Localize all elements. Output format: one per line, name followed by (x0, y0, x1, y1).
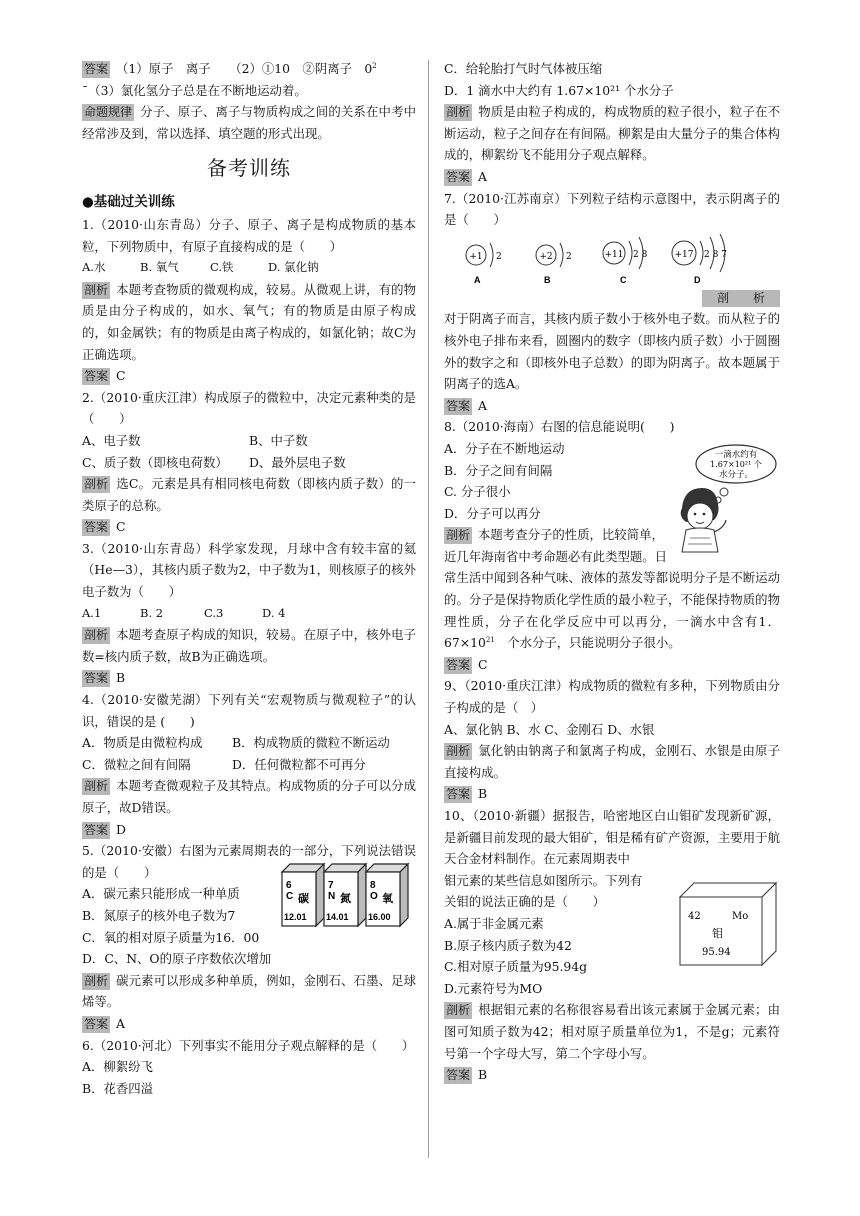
answer-tag: 答案 (84, 62, 109, 76)
answer-tag: 答案 (446, 169, 471, 184)
q8-stem: 8.（2010·海南）右图的信息能说明( ) (444, 419, 675, 435)
option: A．碳元素只能形成一种单质 (82, 886, 240, 902)
cell-number: 8 (370, 880, 376, 892)
q8-analysis-l1: 剖析 本题考查分子的性质，比较简单， (446, 527, 664, 543)
q7-answer: 答案 A (446, 397, 487, 413)
option: D、最外层电子数 (249, 454, 346, 470)
rule-tag: 命题规律 (84, 105, 133, 120)
answer-tag: 答案 (84, 671, 109, 686)
q7-analysis: 对于阴离子而言，其核内质子数小于核外电子数。而从粒子的核外电子排布来看，圆圈内的数字（即核内质子数）小于圆圈外的数字之和（即核外电子总数）的即为阴离子。故本题属于阴离子的选A。 (444, 311, 780, 392)
q5-answer: 答案 A (84, 1015, 125, 1031)
q7-analysis-tag-row (444, 287, 780, 309)
q1-answer: 答案 C (84, 368, 126, 384)
q2-options-row2 (82, 452, 416, 474)
element-name: 钼 (712, 927, 723, 940)
option: C.相对原子质量为95.94g (444, 959, 588, 975)
analysis-tag: 剖析 (446, 1003, 471, 1018)
cell-symbol: C (286, 891, 294, 903)
cell-name: 碳 (298, 892, 309, 906)
cell-number: 6 (286, 880, 292, 892)
analysis-tag: 剖析 (84, 973, 109, 988)
q8-answer: 答案 C (446, 656, 488, 672)
left-column (82, 58, 416, 1099)
q10-block (444, 805, 780, 999)
answer-tag: 答案 (84, 520, 109, 535)
option: A．柳絮纷飞 (82, 1059, 153, 1075)
option: C. 分子很小 (444, 484, 511, 500)
atom-letter: B (544, 274, 551, 285)
option: D. 氯化钠 (268, 260, 319, 275)
q8-analysis-l2: 近几年海南省中考命题必有此类型题。日 (444, 548, 668, 564)
option: B.原子核内质子数为42 (444, 937, 572, 953)
section-title: 备考训练 (207, 156, 291, 181)
q5-block (82, 840, 416, 970)
option: B．花香四溢 (82, 1080, 154, 1096)
option: B、中子数 (249, 432, 308, 448)
bubble-line: 水分子。 (718, 470, 754, 481)
analysis-tag: 剖 析 (702, 290, 780, 307)
shell-label: 2 8 7 (704, 249, 727, 260)
option: C、质子数（即核电荷数） (82, 454, 228, 470)
superscript: 2 (372, 61, 377, 70)
answer-tag: 答案 (446, 657, 471, 672)
element-number: 42 (688, 911, 701, 922)
option: B．氮原子的核外电子数为7 (82, 907, 236, 923)
rule-paragraph: 命题规律 分子、原子、离子与物质构成之间的关系在中考中经常涉及到，常以选择、填空题的形式出现。 (82, 104, 416, 141)
cell-number: 7 (328, 880, 334, 892)
q4-analysis: 剖析 本题考查微观粒子及其特点。构成物质的分子可以分成原子，故D错误。 (82, 778, 416, 815)
q2-answer: 答案 C (84, 519, 126, 535)
q10-analysis: 剖析 根据钼元素的名称很容易看出该元素属于金属元素；由图可知质子数为42；相对原子质量单位为1，不是g；元素符号第一个字母大写，第二个字母小写。 (444, 1002, 780, 1061)
option: D. 4 (262, 605, 286, 620)
atom-letter: C (620, 274, 627, 285)
atom-b (536, 243, 572, 285)
water-molecule-cartoon (676, 442, 780, 554)
option: B. 氧气 (140, 260, 179, 275)
atom-letter: D (694, 274, 701, 285)
subsection-title: ●基础过关训练 (82, 194, 175, 211)
q4-answer: 答案 D (84, 821, 126, 837)
option: D．任何微粒都不可再分 (232, 756, 366, 772)
q9-answer: 答案 B (446, 786, 488, 802)
answer-tag: 答案 (446, 398, 471, 413)
cell-name: 氧 (382, 892, 393, 906)
analysis-tag: 剖析 (446, 528, 471, 543)
bubble-line: 一滴水约有 (714, 450, 758, 461)
option: D．C、N、O的原子序数依次增加 (82, 951, 272, 967)
q9-stem: 9、（2010·重庆江津）构成物质的微粒有多种，下列物质由分子构成的是（ ） (444, 678, 780, 716)
q8-block (444, 416, 780, 567)
answer-tag: 答案 (446, 1068, 471, 1083)
nucleus-label: +17 (674, 249, 694, 260)
option: C．给轮胎打气时气体被压缩 (444, 61, 603, 76)
periodic-table-cells-figure (278, 858, 412, 928)
q5-analysis: 剖析 碳元素可以形成多种单质，例如，金刚石、石墨、足球烯等。 (82, 972, 416, 1010)
q2-stem: 2.（2010·重庆江津）构成原子的微粒中，决定元素种类的是（ ） (82, 389, 416, 427)
superscript: 21 (485, 636, 495, 645)
q1-options (82, 257, 416, 279)
answer-tag: 答案 (84, 369, 109, 384)
option: A.水 (82, 260, 106, 275)
q3-options (82, 603, 416, 625)
option: C.3 (204, 605, 224, 620)
cell-symbol: N (328, 891, 336, 903)
cell-mass: 16.00 (368, 912, 391, 923)
shell-label: 2 8 (633, 249, 648, 260)
molybdenum-element-box (676, 877, 780, 969)
option: B．构成物质的微粒不断运动 (232, 735, 390, 751)
option: A．分子在不断地运动 (444, 440, 565, 456)
q3-answer: 答案 B (84, 670, 126, 686)
q1-analysis: 剖析 本题考查物质的微观构成，较易。从微观上讲，有的物质是由分子构成的，如水、氧气；有的物质是由原子构成的，如金属铁；有的物质是由离子构成的，如氯化钠；故C为正确选项。 (82, 281, 416, 362)
top-answer: 答案 （1）原子 离子 （2）①10 ②阴离子 $0^2$ (84, 61, 377, 76)
top-answer-line2: ¯（3）氯化氢分子总是在不断地运动着。 (82, 82, 307, 98)
answer-tag: 答案 (84, 822, 109, 837)
atom-c (603, 237, 648, 285)
q4-stem: 4.（2010·安徽芜湖）下列有关“宏观物质与微观粒子”的认识，错误的是 ( ) (82, 692, 416, 729)
option: A.1 (82, 605, 102, 620)
element-symbol: Mo (732, 911, 749, 922)
option: A、电子数 (82, 432, 141, 448)
q6-answer: 答案 A (446, 168, 487, 184)
analysis-tag: 剖析 (84, 477, 109, 492)
option: A.属于非金属元素 (444, 915, 544, 931)
column-divider (428, 60, 429, 1158)
nucleus-label: +2 (539, 251, 553, 262)
element-mass: 95.94 (702, 947, 731, 958)
q9-options: A、氯化钠 B、水 C、金刚石 D、水银 (444, 721, 655, 737)
right-column (444, 58, 780, 1086)
q6-stem: 6.（2010·河北）下列事实不能用分子观点解释的是（ ） (82, 1037, 415, 1053)
analysis-tag: 剖析 (84, 628, 109, 643)
q9-analysis: 剖析 氯化钠由钠离子和氯离子构成，金刚石、水银是由原子直接构成。 (444, 743, 780, 780)
analysis-tag: 剖析 (446, 744, 471, 759)
q4-options-row2 (82, 754, 416, 776)
cell-symbol: O (370, 891, 378, 903)
q10-stem-l3: 关钼的说法正确的是（ ） (444, 894, 606, 910)
q3-stem: 3.（2010·山东青岛）科学家发现，月球中含有较丰富的氦（He—3），其核内质子数为2，中子数为1，则核原子的核外电子数为（ ） (82, 540, 416, 600)
option: A．物质是由微粒构成 (82, 735, 203, 751)
option: D．1 滴水中大约有 1.67×10²¹ 个水分子 (444, 82, 674, 98)
analysis-tag: 剖析 (84, 779, 109, 794)
cell-name: 氮 (340, 892, 351, 906)
cell-mass: 12.01 (284, 912, 307, 923)
cell-mass: 14.01 (326, 912, 349, 923)
option: C.铁 (210, 260, 234, 275)
nucleus-label: +11 (604, 249, 624, 260)
answer-tag: 答案 (84, 1016, 109, 1031)
q7-stem: 7.（2010·江苏南京）下列粒子结构示意图中，表示阴离子的是（ ） (444, 190, 780, 228)
option: D．分子可以再分 (444, 505, 541, 521)
q10-stem-l2: 钼元素的某些信息如图所示。下列有 (444, 872, 643, 888)
option: B. 2 (140, 605, 164, 620)
atom-structure-diagrams (462, 231, 762, 291)
q2-analysis: 剖析 选C。元素是具有相同核电荷数（即核内质子数）的一类原子的总称。 (82, 476, 416, 513)
q6-analysis: 剖析 物质是由粒子构成的，构成物质的粒子很小，粒子在不断运动，粒子之间存在有间隔。柳絮是由大量分子的集合体构成的，柳絮纷飞不能用分子观点解释。 (444, 104, 780, 163)
atom-d (672, 234, 727, 285)
option: D.元素符号为MO (444, 980, 543, 996)
atom-a (466, 243, 502, 285)
q8-analysis-rest: 常生活中闻到各种气味、液体的蒸发等都说明分子是不断运动的。分子是保持物质化学性质的最小粒子，不能保持物质的物理性质，分子在化学反应中可以再分，一滴水中含有1．$67\times 10^{21}$ 个水分子，只能说明分子很小。 (444, 570, 780, 651)
q1-stem: 1.（2010·山东青岛）分子、原子、离子是构成物质的基本粒，下列物质中，有原子直接构成的是（ ） (82, 216, 416, 254)
option: C．微粒之间有间隔 (82, 756, 191, 772)
q4-options-row1 (82, 732, 416, 754)
option: B．分子之间有间隔 (444, 462, 553, 478)
shell-label: 2 (496, 251, 502, 262)
q2-options-row1 (82, 430, 416, 452)
analysis-tag: 剖析 (446, 105, 471, 120)
answer-tag: 答案 (446, 787, 471, 802)
analysis-tag: 剖析 (84, 282, 109, 297)
q3-analysis: 剖析 本题考查原子构成的知识，较易。在原子中，核外电子数=核内质子数，故B为正确选项。 (82, 627, 416, 664)
nucleus-label: +1 (469, 251, 483, 262)
q5-stem: 5.（2010·安徽）右图为元素周期表的一部分，下列说法错误的是（ ） (82, 843, 416, 880)
bubble-line: 1.67×10²¹ 个 (710, 460, 762, 470)
atom-letter: A (474, 274, 481, 285)
option: C．氧的相对原子质量为16．00 (82, 929, 260, 945)
q10-answer: 答案 B (446, 1067, 488, 1083)
q10-stem: 10、（2010·新疆）据报告，哈密地区白山钼矿发现新矿源，是新疆目前发现的最大钼矿，钼是稀有矿产资源，主要用于航天合金材料制作。在元素周期表中 (444, 808, 780, 867)
shell-label: 2 (566, 251, 572, 262)
